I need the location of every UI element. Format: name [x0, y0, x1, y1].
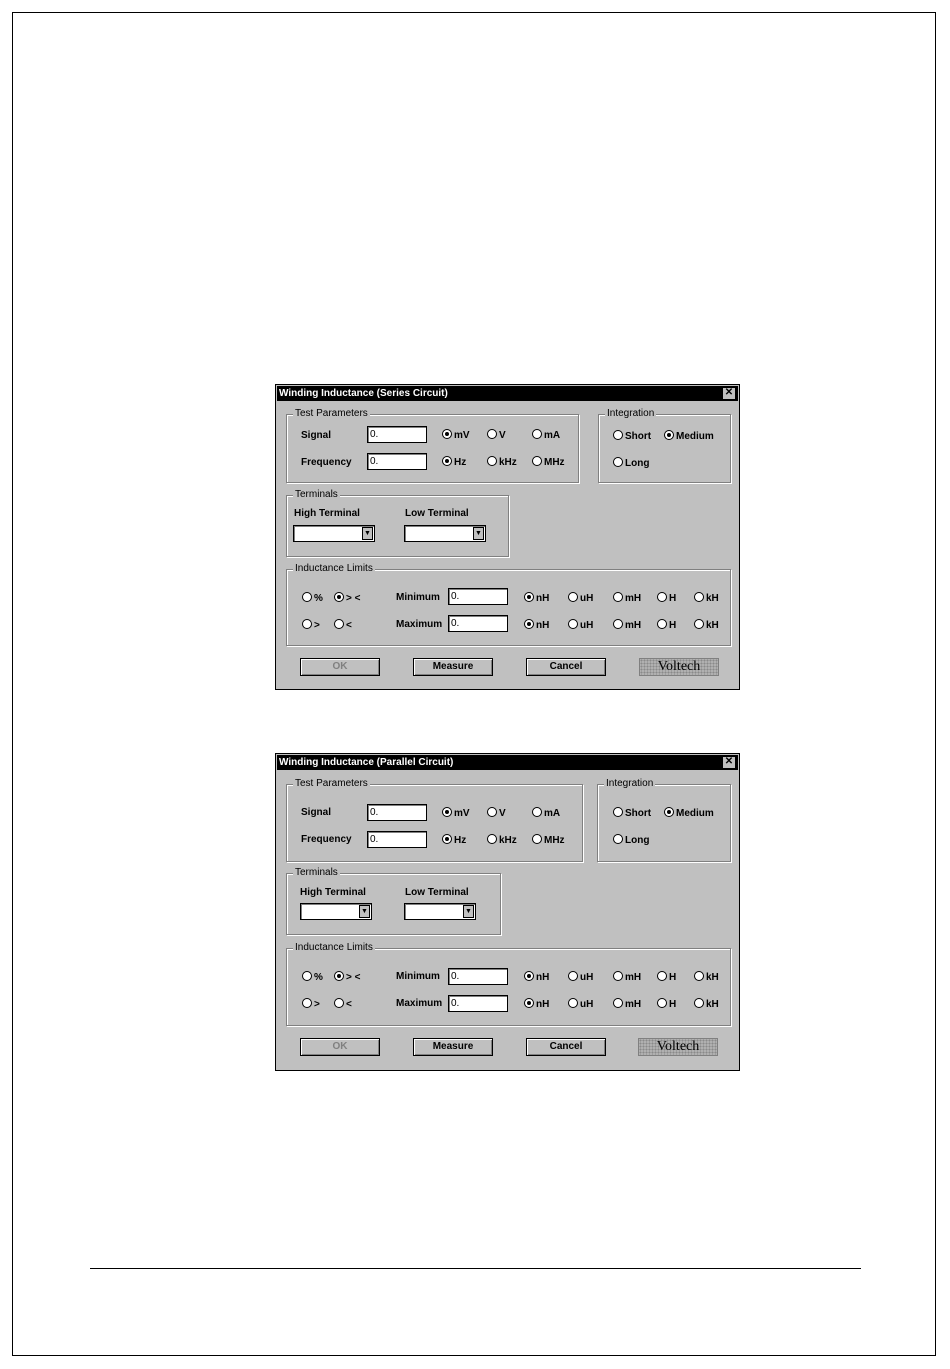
limit-mode-greater-radio[interactable]: >: [302, 998, 320, 1010]
max-unit-nh-radio[interactable]: nH: [524, 998, 549, 1010]
minimum-input[interactable]: 0.: [448, 968, 508, 985]
voltech-logo: Voltech: [639, 658, 719, 676]
radio-icon: [613, 457, 623, 467]
min-unit-nh-radio[interactable]: nH: [524, 592, 549, 604]
frequency-unit-hz-radio[interactable]: Hz: [442, 834, 466, 846]
radio-icon: [613, 998, 623, 1008]
test-parameters-group: [286, 408, 579, 483]
radio-icon: [302, 592, 312, 602]
max-unit-h-radio[interactable]: H: [657, 619, 676, 631]
minimum-label: Minimum: [396, 971, 440, 982]
limit-mode-percent-radio[interactable]: %: [302, 971, 323, 983]
signal-unit-mv-radio[interactable]: mV: [442, 429, 470, 441]
integration-long-radio[interactable]: Long: [613, 457, 649, 469]
radio-icon: [532, 807, 542, 817]
signal-label: Signal: [301, 430, 332, 441]
frequency-unit-mhz-radio[interactable]: MHz: [532, 834, 565, 846]
radio-selected-icon: [524, 971, 534, 981]
radio-selected-icon: [524, 998, 534, 1008]
voltech-logo: Voltech: [638, 1038, 718, 1056]
measure-button[interactable]: Measure: [413, 658, 493, 676]
frequency-input[interactable]: 0.: [367, 831, 427, 848]
radio-icon: [613, 807, 623, 817]
min-unit-mh-radio[interactable]: mH: [613, 971, 641, 983]
inductance-limits-group: [286, 942, 731, 1026]
radio-icon: [568, 971, 578, 981]
signal-unit-mv-radio[interactable]: mV: [442, 807, 470, 819]
signal-unit-v-radio[interactable]: V: [487, 429, 506, 441]
cancel-button[interactable]: Cancel: [526, 1038, 606, 1056]
integration-medium-radio[interactable]: Medium: [664, 807, 714, 819]
max-unit-kh-radio[interactable]: kH: [694, 998, 719, 1010]
inductance-limits-group: [286, 563, 731, 646]
radio-selected-icon: [442, 807, 452, 817]
limit-mode-less-radio[interactable]: <: [334, 619, 352, 631]
radio-selected-icon: [334, 971, 344, 981]
high-terminal-label: High Terminal: [294, 508, 360, 519]
chevron-down-icon: ▼: [359, 905, 370, 918]
radio-icon: [657, 592, 667, 602]
max-unit-uh-radio[interactable]: uH: [568, 619, 593, 631]
maximum-input[interactable]: 0.: [448, 995, 508, 1012]
radio-icon: [487, 456, 497, 466]
max-unit-nh-radio[interactable]: nH: [524, 619, 549, 631]
close-button[interactable]: ✕: [722, 756, 736, 769]
high-terminal-label: High Terminal: [300, 887, 366, 898]
radio-icon: [302, 619, 312, 629]
max-unit-mh-radio[interactable]: mH: [613, 998, 641, 1010]
low-terminal-label: Low Terminal: [405, 508, 469, 519]
radio-selected-icon: [664, 430, 674, 440]
radio-selected-icon: [524, 619, 534, 629]
limit-mode-greater-radio[interactable]: >: [302, 619, 320, 631]
min-unit-kh-radio[interactable]: kH: [694, 592, 719, 604]
close-button[interactable]: ✕: [722, 387, 736, 400]
integration-group: [598, 408, 731, 483]
group-label: Test Parameters: [295, 778, 368, 789]
signal-input[interactable]: 0.: [367, 426, 427, 443]
limit-mode-less-radio[interactable]: <: [334, 998, 352, 1010]
radio-icon: [694, 592, 704, 602]
max-unit-mh-radio[interactable]: mH: [613, 619, 641, 631]
integration-short-radio[interactable]: Short: [613, 430, 651, 442]
group-label: Inductance Limits: [295, 942, 373, 953]
frequency-unit-mhz-radio[interactable]: MHz: [532, 456, 565, 468]
frequency-unit-khz-radio[interactable]: kHz: [487, 834, 517, 846]
high-terminal-select[interactable]: [300, 903, 372, 920]
radio-icon: [613, 592, 623, 602]
radio-selected-icon: [442, 834, 452, 844]
radio-icon: [694, 619, 704, 629]
radio-icon: [613, 430, 623, 440]
min-unit-mh-radio[interactable]: mH: [613, 592, 641, 604]
maximum-label: Maximum: [396, 998, 443, 1009]
signal-unit-ma-radio[interactable]: mA: [532, 429, 560, 441]
min-unit-uh-radio[interactable]: uH: [568, 592, 593, 604]
minimum-label: Minimum: [396, 592, 440, 603]
radio-icon: [302, 998, 312, 1008]
group-label: Integration: [607, 408, 655, 419]
chevron-down-icon: ▼: [362, 527, 373, 540]
radio-selected-icon: [664, 807, 674, 817]
signal-label: Signal: [301, 807, 332, 818]
chevron-down-icon: ▼: [463, 905, 474, 918]
low-terminal-select[interactable]: [404, 903, 476, 920]
min-unit-h-radio[interactable]: H: [657, 971, 676, 983]
max-unit-h-radio[interactable]: H: [657, 998, 676, 1010]
radio-icon: [532, 834, 542, 844]
group-label: Integration: [606, 778, 654, 789]
radio-icon: [694, 998, 704, 1008]
group-label: Terminals: [295, 867, 338, 878]
measure-button[interactable]: Measure: [413, 1038, 493, 1056]
radio-icon: [532, 429, 542, 439]
low-terminal-label: Low Terminal: [405, 887, 469, 898]
ok-button[interactable]: OK: [300, 658, 380, 676]
frequency-label: Frequency: [301, 834, 352, 845]
frequency-input[interactable]: 0.: [367, 453, 427, 470]
dialog-titlebar: [277, 755, 738, 770]
radio-icon: [568, 998, 578, 1008]
minimum-input[interactable]: 0.: [448, 588, 508, 605]
radio-icon: [613, 834, 623, 844]
dialog-title: Winding Inductance (Parallel Circuit): [279, 757, 454, 768]
radio-selected-icon: [442, 429, 452, 439]
limit-mode-percent-radio[interactable]: %: [302, 592, 323, 604]
low-terminal-select[interactable]: [404, 525, 486, 542]
limit-mode-range-radio[interactable]: > <: [334, 971, 360, 983]
high-terminal-select[interactable]: [293, 525, 375, 542]
min-unit-h-radio[interactable]: H: [657, 592, 676, 604]
group-label: Test Parameters: [295, 408, 368, 419]
signal-unit-v-radio[interactable]: V: [487, 807, 506, 819]
dialog-title: Winding Inductance (Series Circuit): [279, 388, 448, 399]
radio-icon: [334, 998, 344, 1008]
frequency-label: Frequency: [301, 457, 352, 468]
radio-selected-icon: [442, 456, 452, 466]
min-unit-uh-radio[interactable]: uH: [568, 971, 593, 983]
max-unit-kh-radio[interactable]: kH: [694, 619, 719, 631]
dialog-titlebar: [277, 386, 738, 401]
radio-icon: [487, 807, 497, 817]
integration-group: [597, 778, 731, 862]
radio-icon: [334, 619, 344, 629]
radio-icon: [487, 429, 497, 439]
limit-mode-range-radio[interactable]: > <: [334, 592, 360, 604]
ok-button[interactable]: OK: [300, 1038, 380, 1056]
group-label: Inductance Limits: [295, 563, 373, 574]
radio-icon: [568, 592, 578, 602]
radio-icon: [657, 619, 667, 629]
radio-icon: [613, 619, 623, 629]
group-label: Terminals: [295, 489, 338, 500]
radio-selected-icon: [334, 592, 344, 602]
radio-icon: [694, 971, 704, 981]
series-dialog: [275, 384, 740, 690]
signal-unit-ma-radio[interactable]: mA: [532, 807, 560, 819]
chevron-down-icon: ▼: [473, 527, 484, 540]
radio-icon: [532, 456, 542, 466]
radio-icon: [302, 971, 312, 981]
min-unit-kh-radio[interactable]: kH: [694, 971, 719, 983]
maximum-label: Maximum: [396, 619, 443, 630]
radio-icon: [613, 971, 623, 981]
radio-icon: [657, 971, 667, 981]
frequency-unit-khz-radio[interactable]: kHz: [487, 456, 517, 468]
min-unit-nh-radio[interactable]: nH: [524, 971, 549, 983]
radio-icon: [487, 834, 497, 844]
max-unit-uh-radio[interactable]: uH: [568, 998, 593, 1010]
maximum-input[interactable]: 0.: [448, 615, 508, 632]
radio-icon: [657, 998, 667, 1008]
integration-short-radio[interactable]: Short: [613, 807, 651, 819]
cancel-button[interactable]: Cancel: [526, 658, 606, 676]
integration-long-radio[interactable]: Long: [613, 834, 649, 846]
test-parameters-group: [286, 778, 583, 862]
radio-selected-icon: [524, 592, 534, 602]
radio-icon: [568, 619, 578, 629]
frequency-unit-hz-radio[interactable]: Hz: [442, 456, 466, 468]
footer-rule: [90, 1268, 861, 1269]
integration-medium-radio[interactable]: Medium: [664, 430, 714, 442]
signal-input[interactable]: 0.: [367, 804, 427, 821]
parallel-dialog: [275, 753, 740, 1071]
